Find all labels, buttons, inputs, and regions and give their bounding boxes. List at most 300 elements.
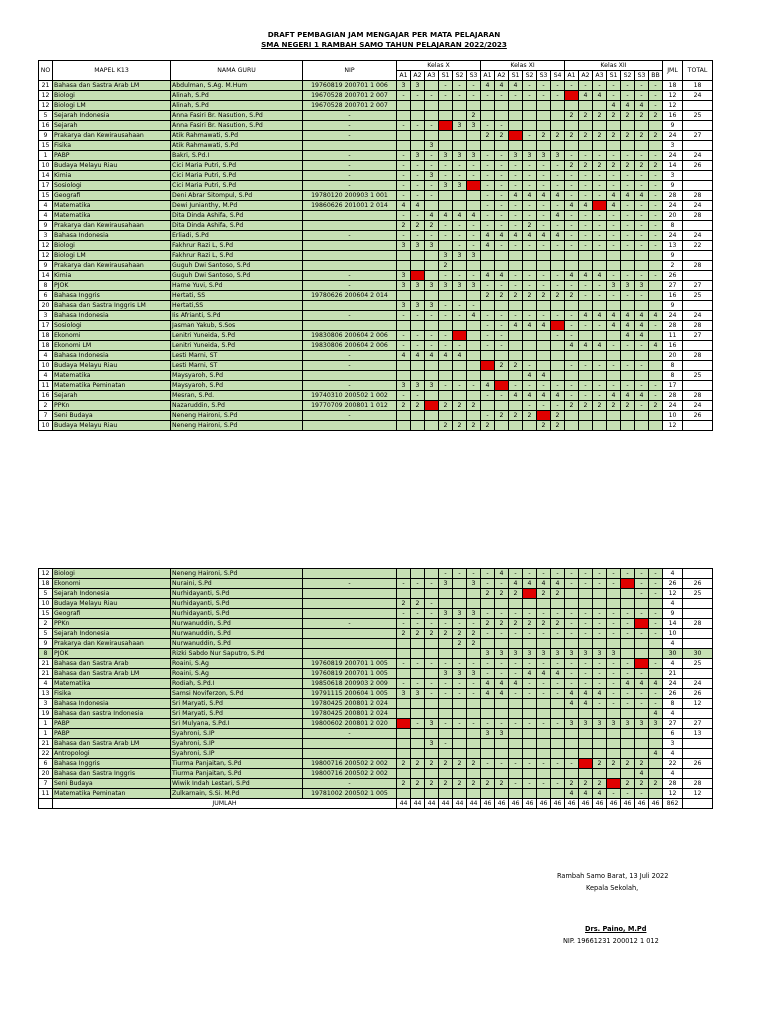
row-hours: -	[509, 211, 523, 221]
row-hours	[411, 141, 425, 151]
row-hours: 3	[397, 381, 411, 391]
row-hours	[481, 141, 495, 151]
row-guru: Sri Mulyana, S.Pd.I	[171, 719, 303, 729]
row-hours: 3	[439, 669, 453, 679]
row-hours: -	[551, 171, 565, 181]
row-mapel: Kimia	[53, 271, 171, 281]
row-hours: 4	[509, 321, 523, 331]
row-hours	[467, 769, 481, 779]
row-guru: Fakhrur Razi L, S.Pd	[171, 251, 303, 261]
row-hours: 3	[425, 301, 439, 311]
row-hours: -	[593, 619, 607, 629]
row-hours: -	[607, 151, 621, 161]
row-hours	[523, 351, 537, 361]
row-guru: Roaini, S.Ag	[171, 659, 303, 669]
row-hours: 2	[467, 759, 481, 769]
row-hours: -	[593, 291, 607, 301]
row-hours: 3	[565, 719, 579, 729]
row-hours: 2	[509, 361, 523, 371]
table-row	[39, 201, 713, 211]
row-hours: -	[537, 181, 551, 191]
row-hours: -	[397, 151, 411, 161]
row-hours	[411, 291, 425, 301]
row-hours: 4	[565, 789, 579, 799]
row-hours: 3	[425, 719, 439, 729]
row-hours	[411, 789, 425, 799]
row-hours: 4	[523, 191, 537, 201]
row-hours	[621, 301, 635, 311]
row-guru: Roaini, S.Ag	[171, 669, 303, 679]
row-hours	[537, 111, 551, 121]
row-hours	[523, 739, 537, 749]
row-hours: 4	[481, 689, 495, 699]
row-jml: 8	[663, 361, 683, 371]
row-total: 27	[683, 331, 713, 341]
row-hours: 3	[481, 729, 495, 739]
row-hours	[649, 411, 663, 421]
row-hours: -	[453, 719, 467, 729]
row-no: 13	[39, 689, 53, 699]
row-hours: 3	[425, 141, 439, 151]
row-hours	[551, 769, 565, 779]
row-total	[683, 341, 713, 351]
row-hours	[579, 589, 593, 599]
row-hours: -	[649, 231, 663, 241]
row-hours	[495, 421, 509, 431]
row-hours: 2	[509, 131, 523, 141]
row-hours: 3	[467, 251, 481, 261]
col-guru: NAMA GURU	[171, 61, 303, 81]
row-hours: -	[579, 241, 593, 251]
row-hours: 4	[649, 709, 663, 719]
row-mapel: Sejarah	[53, 391, 171, 401]
row-hours	[523, 709, 537, 719]
row-hours	[411, 669, 425, 679]
row-hours	[481, 301, 495, 311]
row-hours: 2	[551, 619, 565, 629]
row-hours: -	[593, 699, 607, 709]
row-guru: Lenitri Yuneida, S.Pd	[171, 331, 303, 341]
row-hours: 2	[523, 411, 537, 421]
row-hours: 3	[453, 151, 467, 161]
row-hours: -	[579, 569, 593, 579]
row-hours: 2	[523, 291, 537, 301]
row-hours: 2	[397, 599, 411, 609]
row-hours: 3	[537, 151, 551, 161]
row-hours	[621, 351, 635, 361]
row-hours: 4	[621, 191, 635, 201]
row-hours: 2	[509, 411, 523, 421]
row-hours: -	[481, 161, 495, 171]
row-hours	[565, 639, 579, 649]
row-hours: 4	[509, 579, 523, 589]
row-hours: -	[579, 381, 593, 391]
row-hours: 4	[607, 311, 621, 321]
row-mapel: PABP	[53, 729, 171, 739]
row-hours: 4	[439, 211, 453, 221]
row-hours	[579, 251, 593, 261]
row-hours	[495, 371, 509, 381]
row-hours: -	[579, 231, 593, 241]
row-hours	[593, 371, 607, 381]
row-guru: Neneng Haironi, S.Pd	[171, 421, 303, 431]
document-title: DRAFT PEMBAGIAN JAM MENGAJAR PER MATA PELAJARAN	[267, 30, 501, 39]
row-hours: -	[593, 629, 607, 639]
row-hours: -	[523, 241, 537, 251]
row-hours: -	[453, 81, 467, 91]
row-hours	[621, 251, 635, 261]
row-hours	[635, 261, 649, 271]
table-row	[39, 161, 713, 171]
row-mapel: PPKn	[53, 619, 171, 629]
row-hours: 3	[579, 719, 593, 729]
row-hours: 3	[453, 181, 467, 191]
col-kelas-xii: Kelas XII	[565, 61, 663, 71]
row-hours: -	[397, 171, 411, 181]
row-hours: 2	[453, 629, 467, 639]
row-hours	[425, 371, 439, 381]
row-hours: -	[397, 161, 411, 171]
row-hours: -	[467, 241, 481, 251]
row-mapel: Bahasa Indonesia	[53, 311, 171, 321]
row-hours: -	[537, 81, 551, 91]
row-hours	[467, 699, 481, 709]
row-hours: -	[509, 381, 523, 391]
row-no: 18	[39, 331, 53, 341]
row-hours: -	[565, 609, 579, 619]
row-hours: -	[397, 231, 411, 241]
row-hours	[649, 739, 663, 749]
row-hours: 4	[523, 231, 537, 241]
row-hours: -	[481, 609, 495, 619]
col-sub-a2: A2	[579, 71, 593, 81]
row-hours: 4	[551, 321, 565, 331]
row-hours	[509, 341, 523, 351]
row-mapel: Budaya Melayu Riau	[53, 599, 171, 609]
row-no: 10	[39, 421, 53, 431]
row-hours: 4	[481, 381, 495, 391]
row-hours: 2	[621, 401, 635, 411]
row-hours: -	[621, 361, 635, 371]
row-hours: -	[509, 201, 523, 211]
row-no: 6	[39, 291, 53, 301]
row-no: 4	[39, 351, 53, 361]
row-guru: Wiwik Indah Lestari, S.Pd	[171, 779, 303, 789]
row-hours	[439, 371, 453, 381]
row-hours	[439, 191, 453, 201]
row-total	[683, 221, 713, 231]
row-hours: 2	[453, 779, 467, 789]
row-guru: Maysyaroh, S.Pd	[171, 371, 303, 381]
row-hours	[467, 709, 481, 719]
row-hours: -	[481, 121, 495, 131]
row-no: 5	[39, 589, 53, 599]
row-hours: 4	[579, 271, 593, 281]
row-hours	[635, 639, 649, 649]
row-hours	[453, 649, 467, 659]
row-hours	[467, 739, 481, 749]
col-sub-s3: S3	[537, 71, 551, 81]
row-hours: 4	[607, 101, 621, 111]
row-nip	[303, 639, 397, 649]
row-hours: 4	[635, 311, 649, 321]
row-hours: 4	[495, 689, 509, 699]
row-hours: -	[537, 401, 551, 411]
row-total: 24	[683, 679, 713, 689]
row-hours: -	[621, 341, 635, 351]
row-mapel: Sosiologi	[53, 321, 171, 331]
row-hours: 4	[635, 391, 649, 401]
row-hours: -	[551, 779, 565, 789]
col-sub-a2: A2	[495, 71, 509, 81]
row-hours	[425, 111, 439, 121]
row-hours: -	[523, 91, 537, 101]
row-no: 4	[39, 679, 53, 689]
row-total: 30	[683, 649, 713, 659]
row-hours	[495, 749, 509, 759]
row-hours	[439, 639, 453, 649]
row-guru: Alinah, S.Pd	[171, 91, 303, 101]
row-hours: 2	[551, 411, 565, 421]
row-hours: -	[565, 391, 579, 401]
row-nip	[303, 211, 397, 221]
row-hours	[481, 739, 495, 749]
row-total	[683, 301, 713, 311]
row-mapel: Seni Budaya	[53, 411, 171, 421]
row-hours	[565, 101, 579, 111]
row-nip: 19760819 200701 1 005	[303, 659, 397, 669]
row-hours: -	[481, 411, 495, 421]
row-hours	[425, 421, 439, 431]
row-hours	[635, 649, 649, 659]
row-hours	[621, 411, 635, 421]
row-hours: -	[425, 91, 439, 101]
row-guru: Lesti Marni, ST	[171, 351, 303, 361]
row-nip: -	[303, 271, 397, 281]
table-row	[39, 629, 713, 639]
row-hours: 2	[397, 221, 411, 231]
row-no: 12	[39, 91, 53, 101]
row-hours	[453, 111, 467, 121]
row-total	[683, 361, 713, 371]
row-hours	[453, 749, 467, 759]
table-row	[39, 91, 713, 101]
row-hours: -	[453, 231, 467, 241]
row-mapel: PABP	[53, 151, 171, 161]
row-hours	[537, 141, 551, 151]
row-hours: -	[579, 321, 593, 331]
row-total	[683, 629, 713, 639]
row-jml: 21	[663, 669, 683, 679]
row-hours	[495, 789, 509, 799]
row-nip: -	[303, 381, 397, 391]
row-hours	[509, 101, 523, 111]
row-hours: -	[635, 271, 649, 281]
signature-role: Kepala Sekolah,	[586, 884, 639, 892]
row-hours: -	[649, 191, 663, 201]
row-hours: -	[397, 181, 411, 191]
row-no: 3	[39, 699, 53, 709]
row-hours	[649, 729, 663, 739]
row-hours: 2	[509, 589, 523, 599]
row-hours	[453, 411, 467, 421]
row-hours: 2	[467, 639, 481, 649]
row-hours	[537, 769, 551, 779]
row-mapel: Budaya Melayu Riau	[53, 161, 171, 171]
row-hours: -	[425, 151, 439, 161]
row-total: 28	[683, 211, 713, 221]
row-hours	[425, 749, 439, 759]
row-hours: -	[649, 629, 663, 639]
row-hours: -	[635, 211, 649, 221]
row-jml: 27	[663, 719, 683, 729]
row-hours: 4	[607, 321, 621, 331]
row-hours: -	[551, 331, 565, 341]
row-nip	[303, 609, 397, 619]
row-hours: -	[607, 629, 621, 639]
row-hours	[593, 709, 607, 719]
row-hours	[565, 251, 579, 261]
row-hours: -	[649, 211, 663, 221]
row-jml: 2	[663, 261, 683, 271]
row-hours: -	[495, 201, 509, 211]
row-hours: -	[481, 181, 495, 191]
schedule-table-part1	[38, 60, 713, 431]
row-hours: -	[439, 341, 453, 351]
row-hours	[439, 589, 453, 599]
row-hours: -	[495, 321, 509, 331]
row-hours: 3	[607, 719, 621, 729]
row-total: 25	[683, 291, 713, 301]
row-hours	[509, 599, 523, 609]
row-nip: 19850618 200903 2 009	[303, 679, 397, 689]
row-hours: 4	[495, 569, 509, 579]
row-hours	[481, 769, 495, 779]
row-hours: 4	[593, 91, 607, 101]
row-hours	[593, 301, 607, 311]
row-hours: 2	[509, 291, 523, 301]
row-hours: 4	[579, 311, 593, 321]
table-row	[39, 709, 713, 719]
row-hours: -	[649, 171, 663, 181]
row-total	[683, 381, 713, 391]
row-hours	[621, 261, 635, 271]
row-jml: 3	[663, 739, 683, 749]
row-hours: 4	[565, 341, 579, 351]
table-row	[39, 599, 713, 609]
row-hours: 2	[551, 589, 565, 599]
row-hours: -	[467, 689, 481, 699]
row-hours: -	[439, 91, 453, 101]
row-hours: -	[425, 659, 439, 669]
row-hours	[425, 729, 439, 739]
row-hours: 3	[509, 151, 523, 161]
row-hours: -	[523, 381, 537, 391]
row-total	[683, 141, 713, 151]
row-hours: -	[649, 391, 663, 401]
row-hours: 2	[453, 421, 467, 431]
row-hours: 3	[593, 719, 607, 729]
row-hours: -	[635, 629, 649, 639]
row-hours: -	[481, 171, 495, 181]
row-hours: 3	[467, 579, 481, 589]
signature-place-date: Rambah Samo Barat, 13 Juli 2022	[557, 872, 669, 880]
row-hours	[621, 769, 635, 779]
row-hours: 3	[425, 281, 439, 291]
row-no: 9	[39, 131, 53, 141]
row-jml: 12	[663, 101, 683, 111]
row-hours	[565, 121, 579, 131]
row-hours: -	[523, 401, 537, 411]
row-hours	[537, 261, 551, 271]
row-hours: 4	[607, 191, 621, 201]
row-nip	[303, 141, 397, 151]
row-hours	[579, 729, 593, 739]
row-hours: 4	[635, 191, 649, 201]
row-hours	[453, 371, 467, 381]
row-hours	[523, 599, 537, 609]
row-hours: 3	[411, 81, 425, 91]
table-row	[39, 569, 713, 579]
row-hours	[537, 361, 551, 371]
row-hours: 3	[411, 689, 425, 699]
row-nip	[303, 251, 397, 261]
row-no: 10	[39, 599, 53, 609]
row-hours: 3	[593, 649, 607, 659]
row-hours	[621, 121, 635, 131]
row-hours: 2	[411, 759, 425, 769]
row-hours	[565, 749, 579, 759]
row-hours: 2	[411, 221, 425, 231]
row-nip: -	[303, 311, 397, 321]
table-row	[39, 261, 713, 271]
row-hours	[607, 121, 621, 131]
row-hours: -	[397, 311, 411, 321]
table-row	[39, 639, 713, 649]
row-guru: Sri Maryati, S.Pd	[171, 709, 303, 719]
row-hours: 2	[467, 401, 481, 411]
row-hours: -	[523, 569, 537, 579]
row-hours	[453, 291, 467, 301]
col-sub-a3: A3	[425, 71, 439, 81]
row-hours: -	[621, 241, 635, 251]
row-hours: -	[453, 689, 467, 699]
row-hours: -	[537, 381, 551, 391]
row-hours	[397, 769, 411, 779]
row-hours	[537, 749, 551, 759]
row-hours: 2	[453, 401, 467, 411]
row-total: 24	[683, 151, 713, 161]
row-hours: 2	[579, 759, 593, 769]
row-hours: -	[635, 341, 649, 351]
row-hours	[481, 639, 495, 649]
row-jml: 24	[663, 201, 683, 211]
row-hours: 4	[481, 81, 495, 91]
row-no: 12	[39, 569, 53, 579]
table-row	[39, 141, 713, 151]
row-jml: 4	[663, 569, 683, 579]
row-hours	[397, 111, 411, 121]
row-hours	[607, 331, 621, 341]
row-hours: 2	[439, 629, 453, 639]
row-hours: -	[593, 191, 607, 201]
row-hours: -	[425, 619, 439, 629]
row-hours	[453, 131, 467, 141]
row-no: 9	[39, 221, 53, 231]
row-hours	[467, 599, 481, 609]
row-hours: -	[453, 569, 467, 579]
row-hours: -	[649, 271, 663, 281]
